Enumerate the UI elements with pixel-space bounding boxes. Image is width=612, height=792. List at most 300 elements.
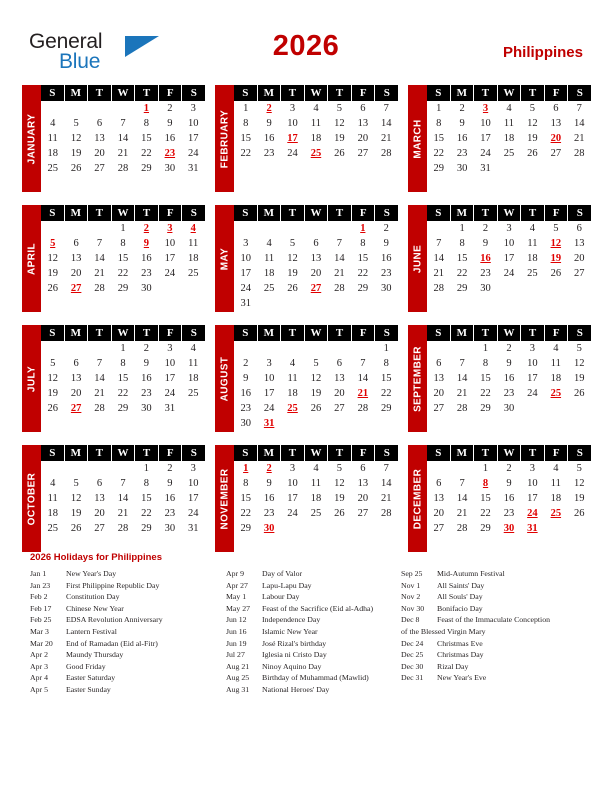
day-cell: 28 (573, 148, 585, 159)
day-cell: 13 (70, 373, 82, 384)
weekday-header-cell: T (88, 325, 111, 341)
month-label-october (22, 445, 41, 552)
day-cell: 4 (289, 358, 296, 369)
day-cell-empty (281, 416, 304, 431)
week-row (234, 491, 398, 506)
weekday-header-row (41, 85, 205, 101)
holiday-list-item (401, 649, 595, 661)
day-cell: 27 (550, 148, 562, 159)
day-cell: 22 (433, 148, 444, 159)
weekday-header-cell: M (258, 325, 281, 341)
week-row (427, 341, 591, 356)
weekday-header-cell: T (135, 85, 158, 101)
day-cell: 18 (503, 133, 515, 144)
day-cell-empty (568, 401, 591, 416)
day-cell: 15 (380, 373, 392, 384)
day-cell: 25 (527, 268, 538, 279)
holiday-name: All Saints' Day (437, 580, 485, 590)
holiday-list-item (30, 603, 226, 615)
weekday-header-cell: M (65, 325, 88, 341)
day-cell: 15 (141, 133, 152, 144)
day-cell: 2 (383, 223, 389, 234)
weekday-header-cell: S (427, 325, 450, 341)
day-cell: 14 (117, 493, 129, 504)
weekday-header-cell: W (498, 445, 521, 461)
weekday-header-cell: F (159, 445, 182, 461)
day-cell: 18 (47, 508, 58, 519)
day-cell: 1 (143, 463, 150, 474)
holiday-list-item (30, 614, 226, 626)
day-cell: 13 (550, 118, 562, 129)
weekday-header-cell: F (545, 85, 568, 101)
day-cell: 30 (141, 403, 152, 414)
day-cell: 29 (141, 163, 152, 174)
day-cell-empty (544, 521, 567, 536)
month-block-october (22, 445, 205, 552)
day-cell: 16 (503, 493, 515, 504)
day-cell-empty (427, 461, 450, 476)
day-cell: 12 (47, 373, 58, 384)
day-cell: 13 (334, 373, 345, 384)
day-cell-empty (497, 281, 520, 296)
day-cell-empty (281, 296, 304, 311)
weekday-header-cell: S (182, 325, 205, 341)
holiday-name: New Year's Day (66, 569, 117, 578)
week-row (41, 236, 205, 251)
day-cell: 14 (117, 133, 129, 144)
day-cell: 3 (190, 103, 196, 114)
holidays-columns (30, 568, 595, 696)
day-cell: 19 (334, 133, 345, 144)
day-cell: 2 (482, 223, 489, 234)
holiday-list-item (30, 684, 226, 696)
week-row (427, 521, 591, 536)
day-cell: 22 (357, 268, 369, 279)
day-cell: 18 (310, 493, 322, 504)
day-cell: 6 (360, 103, 366, 114)
week-row (427, 131, 591, 146)
day-cell-holiday: 30 (263, 523, 275, 534)
month-label-text: DECEMBER (412, 468, 423, 529)
day-cell-empty (351, 416, 374, 431)
day-cell: 15 (117, 253, 129, 264)
day-cell: 4 (313, 103, 319, 114)
day-cell: 25 (310, 508, 322, 519)
holiday-list-item (226, 614, 401, 626)
day-cell: 29 (240, 523, 251, 534)
holiday-name: Ninoy Aquino Day (262, 661, 322, 671)
day-cell: 23 (503, 388, 515, 399)
day-cell-empty (304, 296, 327, 311)
holidays-column (226, 568, 401, 696)
weekday-header-cell: W (305, 445, 328, 461)
day-cell: 15 (117, 373, 129, 384)
week-row (41, 506, 205, 521)
month-label-text: JULY (26, 365, 37, 392)
day-cell-empty (304, 416, 327, 431)
page-header (0, 0, 612, 78)
day-cell: 6 (553, 103, 559, 114)
day-cell: 19 (573, 493, 585, 504)
weekday-header-cell: S (375, 205, 398, 221)
day-cell-empty (304, 221, 327, 236)
month-block-april (22, 205, 205, 312)
day-cell: 11 (188, 238, 199, 249)
weekday-header-cell: T (521, 85, 544, 101)
week-row (427, 356, 591, 371)
day-cell-holiday: 25 (550, 508, 562, 519)
weekday-header-cell: T (474, 85, 497, 101)
day-cell: 5 (73, 478, 79, 489)
day-cell: 13 (94, 493, 105, 504)
day-cell-holiday: 3 (167, 223, 173, 234)
day-cell: 19 (334, 493, 345, 504)
day-cell: 20 (94, 508, 105, 519)
holiday-list-item (30, 649, 226, 661)
day-cell: 24 (164, 268, 176, 279)
weekday-header-cell: F (545, 325, 568, 341)
weekday-header-cell: S (375, 445, 398, 461)
weekday-header-row (427, 205, 591, 221)
holidays-title: 2026 Holidays for Philippines (30, 552, 162, 563)
weekday-header-cell: W (498, 325, 521, 341)
day-cell-empty (111, 101, 134, 116)
weekday-header-cell: M (65, 445, 88, 461)
day-cell: 7 (96, 238, 103, 249)
weekday-header-cell: W (305, 325, 328, 341)
day-cell: 14 (456, 493, 468, 504)
day-cell: 22 (117, 388, 129, 399)
holiday-date: Dec 30 (401, 661, 424, 671)
day-cell: 30 (380, 283, 392, 294)
weekday-header-row (234, 445, 398, 461)
day-cell: 6 (576, 223, 582, 234)
month-label-february (215, 85, 234, 192)
day-cell: 27 (433, 523, 444, 534)
day-cell: 29 (456, 283, 468, 294)
day-cell: 28 (117, 163, 129, 174)
day-cell: 26 (573, 508, 585, 519)
week-row (427, 401, 591, 416)
day-cell: 22 (240, 508, 251, 519)
day-cell: 26 (573, 388, 585, 399)
day-cell-empty (375, 296, 398, 311)
holiday-name: Maundy Thursday (66, 650, 124, 660)
day-cell: 14 (456, 373, 468, 384)
day-cell: 12 (527, 118, 538, 129)
month-label-july (22, 325, 41, 432)
weekday-header-cell: W (112, 205, 135, 221)
day-cell-holiday: 25 (310, 148, 322, 159)
day-cell: 2 (167, 463, 173, 474)
day-cell: 11 (310, 478, 322, 489)
holidays-column (30, 568, 226, 696)
day-cell: 28 (433, 283, 444, 294)
day-cell: 23 (480, 268, 491, 279)
weekday-header-cell: M (258, 85, 281, 101)
day-cell: 2 (143, 343, 150, 354)
day-cell: 7 (120, 118, 126, 129)
week-row (427, 266, 591, 281)
day-cell: 26 (47, 403, 58, 414)
day-cell: 11 (287, 373, 298, 384)
day-cell: 6 (96, 478, 103, 489)
holiday-list-item (30, 580, 226, 592)
weekday-header-cell: S (234, 205, 257, 221)
day-cell-empty (328, 341, 351, 356)
day-cell: 13 (433, 373, 444, 384)
weekday-header-cell: S (234, 85, 257, 101)
week-row (427, 221, 591, 236)
holiday-list-item (226, 661, 401, 673)
weekday-header-row (234, 205, 398, 221)
day-cell: 5 (289, 238, 296, 249)
month-days-grid (427, 205, 591, 312)
day-cell: 19 (70, 508, 82, 519)
day-cell-holiday: 20 (550, 133, 562, 144)
day-cell: 16 (141, 373, 152, 384)
week-row (234, 266, 398, 281)
month-block-january (22, 85, 205, 192)
day-cell: 9 (459, 118, 465, 129)
day-cell: 19 (310, 388, 322, 399)
holiday-list-item (30, 591, 226, 603)
day-cell-holiday: 30 (503, 523, 515, 534)
holiday-date: May 1 (226, 592, 247, 602)
weekday-header-cell: M (65, 85, 88, 101)
day-cell: 20 (357, 133, 369, 144)
month-label-may (215, 205, 234, 312)
weekday-header-row (41, 445, 205, 461)
day-cell: 8 (120, 238, 126, 249)
day-cell-empty (427, 341, 450, 356)
weekday-header-cell: T (135, 445, 158, 461)
day-cell-empty (41, 461, 64, 476)
week-row (427, 281, 591, 296)
month-label-text: APRIL (26, 242, 37, 275)
holiday-name: Constitution Day (66, 592, 120, 602)
weekday-header-cell: S (427, 85, 450, 101)
weekday-header-cell: T (328, 445, 351, 461)
weekday-header-cell: M (451, 325, 474, 341)
week-row (234, 416, 398, 431)
day-cell: 12 (47, 253, 58, 264)
day-cell: 16 (240, 388, 251, 399)
day-cell: 25 (503, 148, 515, 159)
day-cell: 24 (287, 148, 298, 159)
day-cell: 12 (573, 358, 585, 369)
weekday-header-cell: S (568, 325, 591, 341)
day-cell: 30 (164, 523, 176, 534)
month-block-september (408, 325, 591, 432)
week-row (41, 356, 205, 371)
weekday-header-cell: T (521, 325, 544, 341)
day-cell: 20 (433, 508, 444, 519)
day-cell-holiday: 16 (480, 253, 491, 264)
day-cell: 25 (263, 283, 275, 294)
weekday-header-cell: S (568, 445, 591, 461)
month-block-february (215, 85, 398, 192)
month-days-grid (41, 445, 205, 552)
day-cell: 16 (503, 373, 515, 384)
day-cell: 22 (141, 148, 152, 159)
day-cell-holiday: 31 (263, 418, 275, 429)
week-row (427, 236, 591, 251)
day-cell: 10 (503, 238, 515, 249)
holiday-list-item (226, 638, 401, 650)
day-cell-empty (544, 161, 567, 176)
day-cell-empty (234, 221, 257, 236)
day-cell: 21 (94, 388, 105, 399)
holiday-list-item (226, 603, 401, 615)
day-cell-empty (328, 296, 351, 311)
day-cell-empty (450, 461, 473, 476)
day-cell: 1 (243, 103, 249, 114)
month-label-march (408, 85, 427, 192)
day-cell: 27 (573, 268, 585, 279)
weekday-header-cell: T (328, 85, 351, 101)
day-cell: 4 (553, 463, 559, 474)
month-label-text: MARCH (412, 118, 423, 159)
day-cell-holiday: 4 (190, 223, 196, 234)
month-label-text: FEBRUARY (219, 109, 230, 168)
day-cell-empty (88, 101, 111, 116)
weekday-header-row (41, 325, 205, 341)
month-row (22, 445, 592, 552)
day-cell: 13 (357, 118, 369, 129)
day-cell-empty (427, 221, 450, 236)
day-cell: 10 (187, 478, 199, 489)
day-cell: 12 (310, 373, 322, 384)
day-cell: 19 (573, 373, 585, 384)
day-cell: 15 (357, 253, 369, 264)
holiday-list-item (226, 649, 401, 661)
day-cell-empty (88, 461, 111, 476)
day-cell: 27 (357, 508, 369, 519)
holiday-date: Feb 2 (30, 592, 48, 602)
day-cell: 19 (47, 268, 58, 279)
day-cell: 10 (287, 118, 298, 129)
logo-text-general: General (29, 30, 103, 53)
day-cell: 12 (287, 253, 298, 264)
day-cell-empty (64, 101, 87, 116)
day-cell: 16 (263, 133, 275, 144)
day-cell: 10 (164, 358, 176, 369)
day-cell: 9 (266, 478, 272, 489)
day-cell: 9 (243, 373, 249, 384)
week-row (41, 266, 205, 281)
day-cell-empty (568, 161, 591, 176)
day-cell: 10 (240, 253, 251, 264)
day-cell: 8 (459, 238, 465, 249)
weekday-header-cell: S (234, 325, 257, 341)
day-cell: 7 (459, 358, 465, 369)
day-cell: 6 (436, 358, 442, 369)
day-cell: 28 (357, 403, 369, 414)
holiday-list-item (401, 591, 595, 603)
week-row (41, 371, 205, 386)
weekday-header-row (234, 325, 398, 341)
day-cell: 18 (47, 148, 58, 159)
day-cell: 30 (240, 418, 251, 429)
weekday-header-cell: S (182, 85, 205, 101)
holiday-list-item (30, 638, 226, 650)
holiday-name: Christmas Day (437, 650, 484, 660)
day-cell: 15 (480, 373, 491, 384)
day-cell-holiday: 8 (482, 478, 489, 489)
day-cell: 4 (190, 343, 196, 354)
day-cell: 21 (433, 268, 444, 279)
weekday-header-cell: T (135, 205, 158, 221)
weekday-header-cell: W (305, 205, 328, 221)
day-cell-holiday: 2 (143, 223, 150, 234)
holiday-list-item (401, 638, 595, 650)
month-row (22, 325, 592, 432)
week-row (234, 476, 398, 491)
holiday-name: Rizal Day (437, 661, 469, 671)
day-cell: 30 (480, 283, 491, 294)
week-row (41, 161, 205, 176)
day-cell: 29 (433, 163, 444, 174)
day-cell: 11 (527, 238, 538, 249)
holiday-name: Lapu-Lapu Day (262, 580, 312, 590)
weekday-header-cell: M (258, 205, 281, 221)
day-cell-holiday: 27 (70, 283, 82, 294)
holiday-list-item (30, 626, 226, 638)
day-cell: 10 (187, 118, 199, 129)
day-cell-empty (41, 101, 64, 116)
weekday-header-cell: T (88, 85, 111, 101)
day-cell: 4 (553, 343, 559, 354)
holiday-name: Mid-Autumn Festival (437, 569, 505, 578)
day-cell: 29 (357, 283, 369, 294)
holiday-date: Jan 1 (30, 569, 47, 578)
holiday-name: Lantern Festival (66, 626, 117, 636)
day-cell: 26 (310, 403, 322, 414)
weekday-header-cell: W (498, 85, 521, 101)
day-cell: 27 (94, 163, 105, 174)
day-cell: 6 (313, 238, 319, 249)
holiday-date: Apr 27 (226, 580, 248, 590)
day-cell: 6 (436, 478, 442, 489)
week-row (427, 251, 591, 266)
weekday-header-cell: T (474, 325, 497, 341)
holiday-name: Christmas Eve (437, 638, 483, 648)
month-days-grid (41, 85, 205, 192)
day-cell: 6 (73, 238, 79, 249)
day-cell: 11 (503, 118, 515, 129)
holiday-date: Apr 2 (30, 650, 48, 660)
day-cell: 18 (287, 388, 298, 399)
week-row (41, 521, 205, 536)
day-cell: 7 (383, 463, 389, 474)
weekday-header-cell: S (427, 205, 450, 221)
day-cell: 24 (263, 403, 275, 414)
month-block-november (215, 445, 398, 552)
day-cell: 3 (289, 463, 296, 474)
week-row (41, 221, 205, 236)
day-cell: 12 (70, 493, 82, 504)
holiday-date: Jun 19 (226, 638, 247, 648)
day-cell-holiday: 12 (550, 238, 562, 249)
week-row (234, 401, 398, 416)
day-cell-empty (41, 221, 64, 236)
weekday-header-cell: M (451, 445, 474, 461)
weekday-header-cell: T (135, 325, 158, 341)
day-cell: 23 (141, 268, 152, 279)
holiday-date: Aug 21 (226, 661, 250, 671)
weekday-header-cell: F (159, 85, 182, 101)
